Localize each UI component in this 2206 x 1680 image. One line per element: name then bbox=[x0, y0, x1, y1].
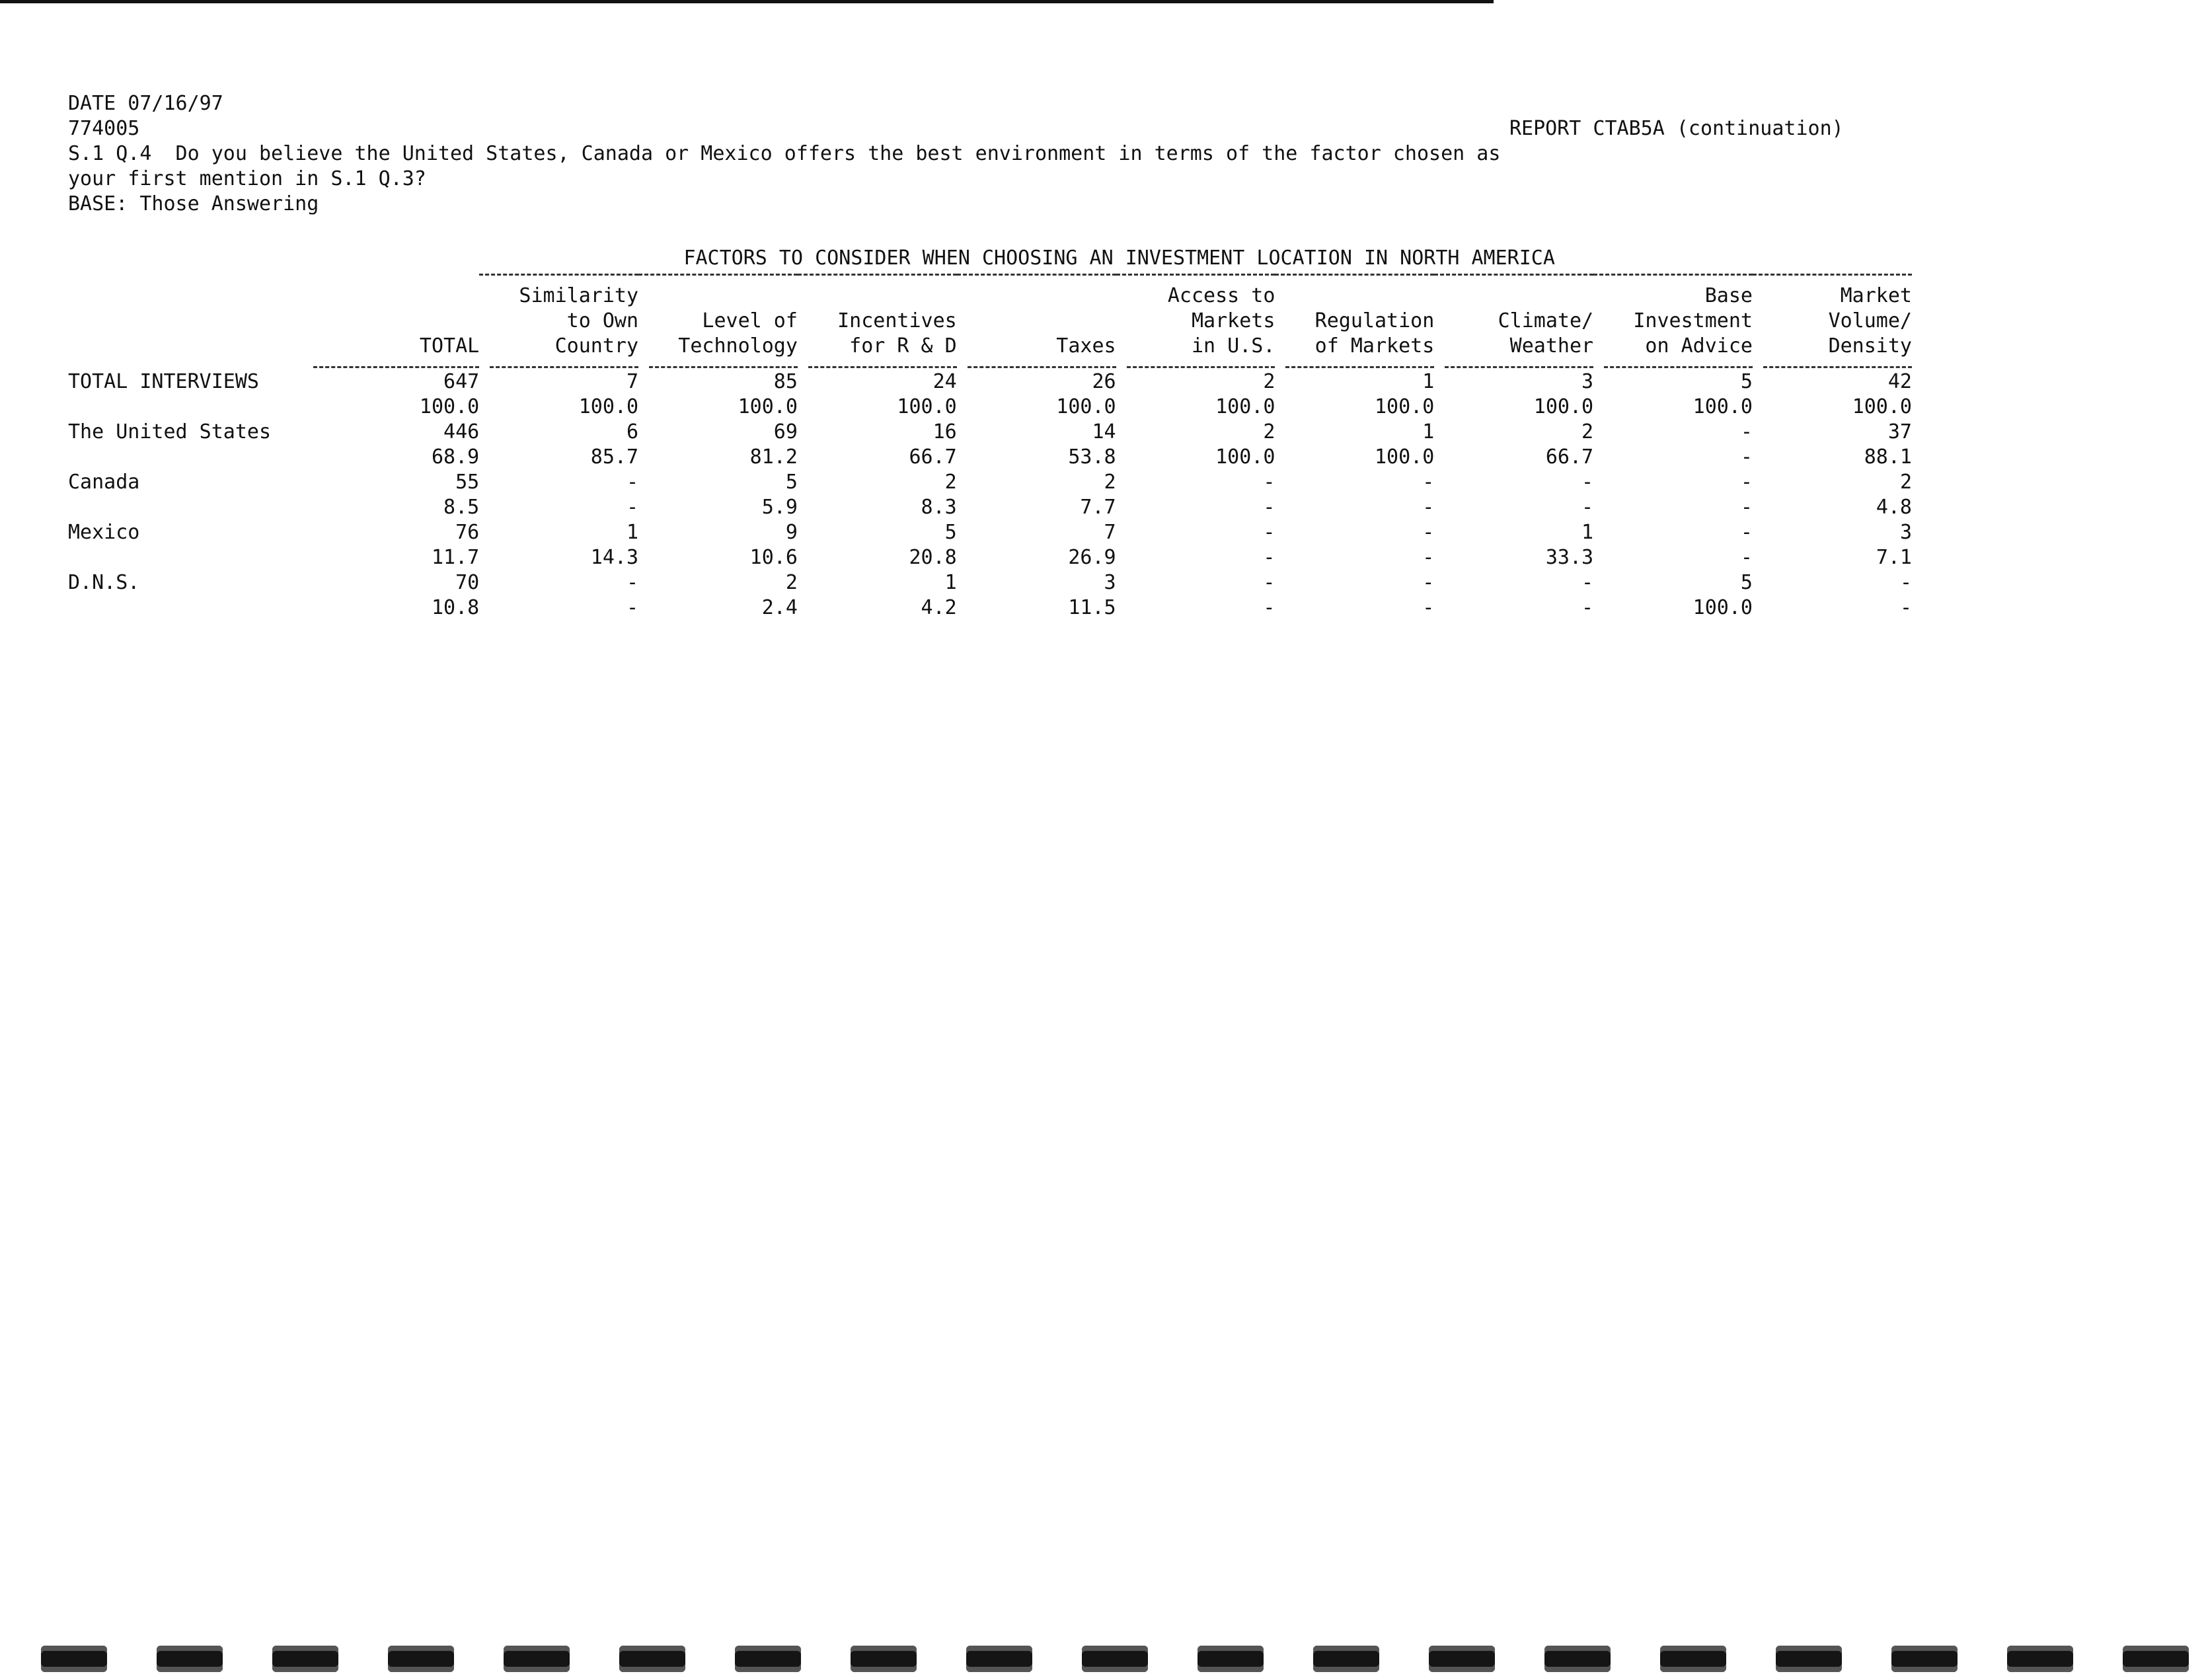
count-cell: 69 bbox=[773, 420, 798, 443]
report-id: REPORT CTAB5A (continuation) bbox=[1509, 117, 1844, 140]
percent-cell: 100.0 bbox=[1215, 395, 1275, 418]
percent-cell: 4.2 bbox=[921, 596, 957, 619]
count-cell: 5 bbox=[1740, 370, 1753, 393]
column-header-line bbox=[1434, 284, 1593, 309]
count-cell: - bbox=[1263, 571, 1275, 594]
column-header-line: Markets bbox=[1191, 309, 1275, 332]
crosstab-body bbox=[68, 369, 1912, 621]
percent-cell: 68.9 bbox=[431, 445, 480, 469]
job-number: 774005 bbox=[68, 117, 140, 140]
column-header-line bbox=[326, 284, 479, 309]
perforation-mark bbox=[504, 1646, 570, 1672]
banner-dashed-rule bbox=[479, 270, 1912, 275]
count-cell: - bbox=[626, 571, 639, 594]
percent-cell: 100.0 bbox=[1693, 395, 1753, 418]
count-cell: - bbox=[1422, 471, 1435, 494]
count-cell: - bbox=[1899, 571, 1912, 594]
percent-cell: 20.8 bbox=[909, 546, 957, 569]
column-header-line: Volume/ bbox=[1828, 309, 1912, 332]
count-cell: 6 bbox=[626, 420, 639, 443]
column-header-line: Similarity bbox=[519, 284, 639, 307]
percent-cell: 100.0 bbox=[1374, 445, 1435, 469]
perforation-mark bbox=[1198, 1646, 1264, 1672]
column-header-line: for R & D bbox=[849, 334, 957, 358]
count-cell: 446 bbox=[443, 420, 480, 443]
column-header bbox=[798, 275, 957, 365]
count-cell: 2 bbox=[1263, 370, 1275, 393]
crosstab-container bbox=[68, 238, 1912, 621]
count-cell: - bbox=[626, 471, 639, 494]
count-cell: 16 bbox=[932, 420, 957, 443]
row-label: Mexico bbox=[68, 521, 140, 544]
percent-cell: 100.0 bbox=[1056, 395, 1116, 418]
column-dash-rule bbox=[798, 364, 957, 369]
count-cell: 26 bbox=[1092, 370, 1116, 393]
header-dash-row bbox=[68, 364, 1912, 369]
count-cell: 3 bbox=[1104, 571, 1116, 594]
column-dash-rule bbox=[1593, 364, 1753, 369]
column-header bbox=[1753, 275, 1912, 365]
table-row bbox=[68, 570, 1912, 595]
count-cell: 3 bbox=[1899, 521, 1912, 544]
percent-cell: 100.0 bbox=[1852, 395, 1912, 418]
column-dash-rule bbox=[1434, 364, 1593, 369]
table-row bbox=[68, 395, 1912, 420]
percent-cell: 100.0 bbox=[738, 395, 798, 418]
count-cell: 1 bbox=[1422, 420, 1435, 443]
table-row bbox=[68, 470, 1912, 495]
percent-cell: 100.0 bbox=[419, 395, 480, 418]
percent-cell: - bbox=[1740, 496, 1753, 519]
perforation-mark bbox=[1313, 1646, 1379, 1672]
count-cell: 85 bbox=[773, 370, 798, 393]
count-cell: 1 bbox=[1581, 521, 1594, 544]
percent-cell: - bbox=[626, 596, 639, 619]
column-header-line: Density bbox=[1828, 334, 1912, 358]
count-cell: - bbox=[1422, 521, 1435, 544]
count-cell: 1 bbox=[626, 521, 639, 544]
column-header-line bbox=[1275, 284, 1434, 309]
column-header-line bbox=[798, 284, 957, 309]
column-header-line: on Advice bbox=[1645, 334, 1753, 358]
column-header-line: of Markets bbox=[1314, 334, 1435, 358]
column-header-line: Technology bbox=[678, 334, 798, 358]
percent-cell: - bbox=[1263, 496, 1275, 519]
perforation-mark bbox=[1429, 1646, 1495, 1672]
count-cell: - bbox=[1422, 571, 1435, 594]
column-header-line: Level of bbox=[702, 309, 798, 332]
count-cell: 2 bbox=[1899, 471, 1912, 494]
column-dash-rule bbox=[326, 364, 479, 369]
row-label-spacer bbox=[68, 545, 326, 570]
count-cell: 24 bbox=[932, 370, 957, 393]
percent-cell: 100.0 bbox=[578, 395, 639, 418]
count-cell: 1 bbox=[1422, 370, 1435, 393]
column-header bbox=[1434, 275, 1593, 365]
column-header bbox=[479, 275, 638, 365]
column-header-line: to Own bbox=[566, 309, 639, 332]
row-label: D.N.S. bbox=[68, 571, 140, 594]
column-header-line: in U.S. bbox=[1191, 334, 1275, 358]
perforation-mark bbox=[1544, 1646, 1611, 1672]
percent-cell: 81.2 bbox=[749, 445, 798, 469]
percent-cell: 88.1 bbox=[1864, 445, 1912, 469]
percent-cell: 100.0 bbox=[1533, 395, 1594, 418]
percent-cell: 53.8 bbox=[1068, 445, 1116, 469]
column-header bbox=[957, 275, 1116, 365]
column-header-line: Country bbox=[554, 334, 639, 358]
perforation-mark bbox=[1891, 1646, 1958, 1672]
perforation-mark bbox=[41, 1646, 107, 1672]
count-cell: 55 bbox=[455, 471, 480, 494]
column-dash-rule bbox=[957, 364, 1116, 369]
count-cell: 2 bbox=[1263, 420, 1275, 443]
percent-cell: - bbox=[1263, 546, 1275, 569]
percent-cell: 26.9 bbox=[1068, 546, 1116, 569]
base-description: BASE: Those Answering bbox=[68, 192, 319, 215]
banner-row bbox=[68, 238, 1912, 270]
perforation-mark bbox=[735, 1646, 801, 1672]
row-label-spacer bbox=[68, 395, 326, 420]
row-label: Canada bbox=[68, 471, 140, 494]
column-header-line bbox=[638, 284, 798, 309]
count-cell: 42 bbox=[1887, 370, 1912, 393]
column-header-line: Incentives bbox=[837, 309, 957, 332]
perforation-mark bbox=[851, 1646, 917, 1672]
percent-cell: - bbox=[1263, 596, 1275, 619]
percent-cell: - bbox=[626, 496, 639, 519]
column-dash-rule bbox=[479, 364, 638, 369]
count-cell: - bbox=[1581, 471, 1594, 494]
percent-cell: 100.0 bbox=[1693, 596, 1753, 619]
perforation-mark bbox=[2007, 1646, 2073, 1672]
percent-cell: - bbox=[1581, 496, 1594, 519]
column-header-line: Access to bbox=[1167, 284, 1275, 307]
column-header-line bbox=[957, 284, 1116, 309]
column-header-line: Taxes bbox=[1056, 334, 1116, 358]
column-header-line bbox=[957, 309, 1116, 334]
column-header-line: Regulation bbox=[1314, 309, 1435, 332]
count-cell: 37 bbox=[1887, 420, 1912, 443]
percent-cell: 4.8 bbox=[1876, 496, 1912, 519]
perforation-mark bbox=[1660, 1646, 1726, 1672]
column-header bbox=[1593, 275, 1753, 365]
column-dash-rule bbox=[1753, 364, 1912, 369]
count-cell: - bbox=[1581, 571, 1594, 594]
percent-cell: 5.9 bbox=[761, 496, 798, 519]
count-cell: - bbox=[1740, 471, 1753, 494]
percent-cell: 33.3 bbox=[1545, 546, 1594, 569]
table-row bbox=[68, 420, 1912, 445]
percent-cell: - bbox=[1422, 596, 1435, 619]
percent-cell: 7.1 bbox=[1876, 546, 1912, 569]
perforation-mark bbox=[2123, 1646, 2189, 1672]
question-line-2: your first mention in S.1 Q.3? bbox=[68, 167, 426, 190]
count-cell: 647 bbox=[443, 370, 480, 393]
column-dash-rule bbox=[638, 364, 798, 369]
count-cell: 2 bbox=[1581, 420, 1594, 443]
column-header bbox=[638, 275, 798, 365]
column-dash-rule bbox=[1275, 364, 1434, 369]
perforation-mark bbox=[272, 1646, 338, 1672]
perforation-mark bbox=[619, 1646, 685, 1672]
row-label: TOTAL INTERVIEWS bbox=[68, 370, 259, 393]
count-cell: 7 bbox=[1104, 521, 1116, 544]
percent-cell: 85.7 bbox=[590, 445, 639, 469]
perforation-strip bbox=[41, 1646, 2189, 1672]
count-cell: 9 bbox=[785, 521, 798, 544]
row-label-spacer bbox=[68, 495, 326, 520]
row-label-spacer bbox=[68, 595, 326, 621]
perforation-mark bbox=[388, 1646, 454, 1672]
percent-cell: 10.8 bbox=[431, 596, 480, 619]
perforation-mark bbox=[966, 1646, 1032, 1672]
column-header-line bbox=[326, 309, 479, 334]
count-cell: - bbox=[1740, 521, 1753, 544]
column-header-line: Market bbox=[1840, 284, 1912, 307]
count-cell: 3 bbox=[1581, 370, 1594, 393]
count-cell: 70 bbox=[455, 571, 480, 594]
count-cell: 5 bbox=[1740, 571, 1753, 594]
column-dash-rule bbox=[1116, 364, 1275, 369]
percent-cell: - bbox=[1740, 546, 1753, 569]
count-cell: 76 bbox=[455, 521, 480, 544]
column-header-line: Weather bbox=[1509, 334, 1594, 358]
row-label-spacer bbox=[68, 445, 326, 470]
table-row bbox=[68, 495, 1912, 520]
question-line-1: S.1 Q.4 Do you believe the United States, Canada or Mexico offers the best environment in terms of the factor chosen as bbox=[68, 142, 1501, 165]
percent-cell: 8.5 bbox=[443, 496, 480, 519]
percent-cell: 100.0 bbox=[897, 395, 957, 418]
percent-cell: 66.7 bbox=[909, 445, 957, 469]
count-cell: 2 bbox=[944, 471, 957, 494]
table-row bbox=[68, 369, 1912, 395]
column-header-row bbox=[68, 275, 1912, 365]
percent-cell: - bbox=[1581, 596, 1594, 619]
count-cell: 7 bbox=[626, 370, 639, 393]
count-cell: 5 bbox=[944, 521, 957, 544]
banner-rule-row bbox=[68, 270, 1912, 275]
percent-cell: 2.4 bbox=[761, 596, 798, 619]
count-cell: 5 bbox=[785, 471, 798, 494]
column-header bbox=[1116, 275, 1275, 365]
report-date: DATE 07/16/97 bbox=[68, 92, 223, 115]
percent-cell: - bbox=[1422, 496, 1435, 519]
column-header-line: Base bbox=[1704, 284, 1753, 307]
perforation-mark bbox=[157, 1646, 223, 1672]
percent-cell: 7.7 bbox=[1080, 496, 1116, 519]
percent-cell: 100.0 bbox=[1374, 395, 1435, 418]
percent-cell: 11.5 bbox=[1068, 596, 1116, 619]
percent-cell: - bbox=[1740, 445, 1753, 469]
table-row bbox=[68, 545, 1912, 570]
percent-cell: - bbox=[1899, 596, 1912, 619]
percent-cell: 100.0 bbox=[1215, 445, 1275, 469]
column-header bbox=[326, 275, 479, 365]
banner-title: FACTORS TO CONSIDER WHEN CHOOSING AN INVESTMENT LOCATION IN NORTH AMERICA bbox=[683, 247, 1555, 270]
table-row bbox=[68, 520, 1912, 545]
count-cell: 1 bbox=[944, 571, 957, 594]
count-cell: 14 bbox=[1092, 420, 1116, 443]
percent-cell: 14.3 bbox=[590, 546, 639, 569]
count-cell: - bbox=[1263, 471, 1275, 494]
count-cell: 2 bbox=[1104, 471, 1116, 494]
column-header-line: Investment bbox=[1633, 309, 1753, 332]
top-edge-rule bbox=[0, 0, 1494, 3]
table-row bbox=[68, 445, 1912, 470]
count-cell: - bbox=[1263, 521, 1275, 544]
column-header bbox=[1275, 275, 1434, 365]
row-label: The United States bbox=[68, 420, 272, 443]
percent-cell: 66.7 bbox=[1545, 445, 1594, 469]
percent-cell: 8.3 bbox=[921, 496, 957, 519]
percent-cell: - bbox=[1422, 546, 1435, 569]
column-header-line: TOTAL bbox=[419, 334, 480, 358]
count-cell: - bbox=[1740, 420, 1753, 443]
column-header-line: Climate/ bbox=[1498, 309, 1594, 332]
percent-cell: 10.6 bbox=[749, 546, 798, 569]
perforation-mark bbox=[1082, 1646, 1148, 1672]
percent-cell: 11.7 bbox=[431, 546, 480, 569]
perforation-mark bbox=[1776, 1646, 1842, 1672]
crosstab-table bbox=[68, 238, 1912, 621]
count-cell: 2 bbox=[785, 571, 798, 594]
table-row bbox=[68, 595, 1912, 621]
